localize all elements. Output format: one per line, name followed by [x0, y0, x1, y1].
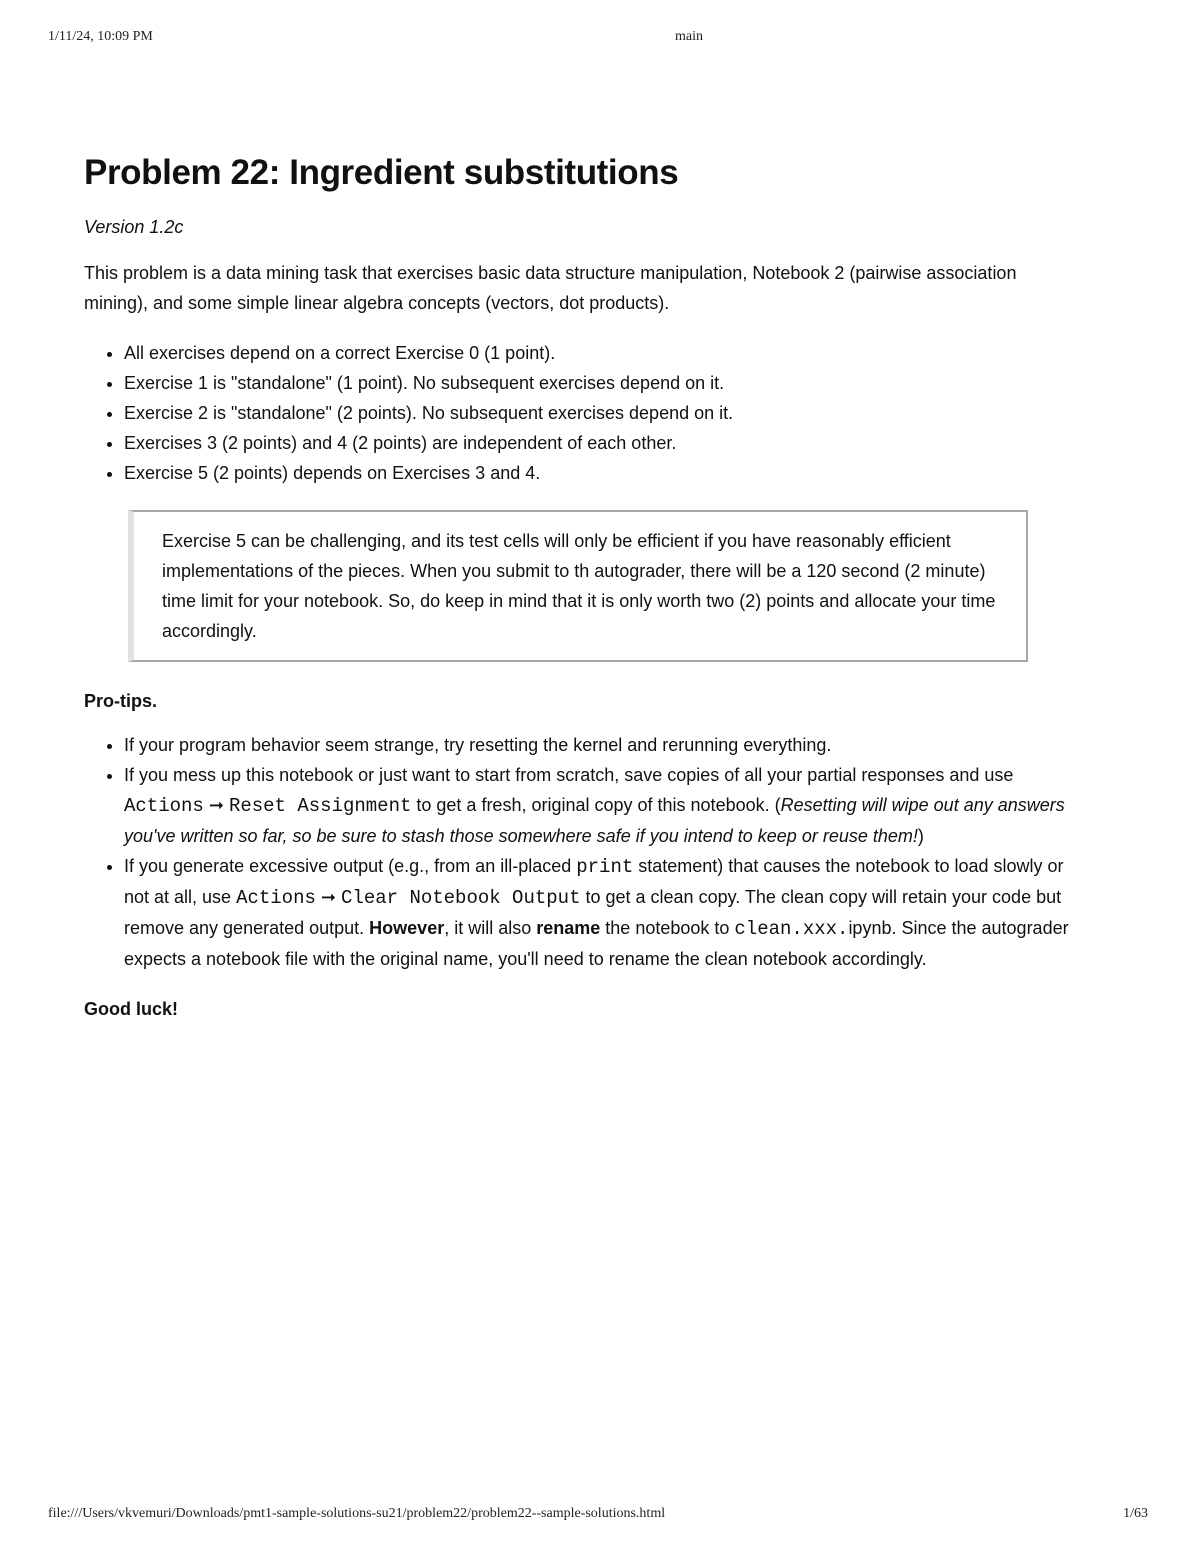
- good-luck-text: Good luck!: [84, 999, 178, 1019]
- list-item: • Exercise 2 is "standalone" (2 points). No subsequent exercises depend on it.: [124, 398, 1074, 428]
- arrow-icon: ➞: [320, 887, 337, 907]
- list-item: • All exercises depend on a correct Exercise 0 (1 point).: [124, 338, 1074, 368]
- page-number: 1/63: [1123, 1506, 1148, 1521]
- tip-item: [124, 851, 1074, 974]
- tip-text: If your program behavior seem strange, try resetting the kernel and rerunning everything.: [124, 735, 832, 755]
- exercise-dependency-list: [84, 338, 1074, 488]
- intro-paragraph: This problem is a data mining task that exercises basic data structure manipulation, Notebook 2 (pairwise association mining), and some simple linear algebra concepts (vectors, dot products).: [84, 263, 1017, 313]
- code-actions: Actions: [236, 887, 316, 909]
- code-print: print: [576, 856, 634, 878]
- print-url: file:///Users/vkvemuri/Downloads/pmt1-sample-solutions-su21/problem22/problem22--sample-solutions.html: [48, 1506, 666, 1521]
- tip-text: ipynb. Since the autograder expects a notebook file with the original name, you'll need to rename the clean notebook accordingly.: [124, 918, 1069, 969]
- bold-however: However: [369, 918, 445, 938]
- tip-text: to get a clean copy. The clean copy will retain your code but remove any generated output.: [124, 887, 1062, 938]
- tip-text: to get a fresh, original copy of this notebook. (: [411, 795, 781, 815]
- tip-text: If you mess up this notebook or just want to start from scratch, save copies of all your partial responses and use: [124, 765, 1014, 785]
- tip-text: , it will also: [444, 918, 537, 938]
- pro-tips-list: [84, 730, 1074, 974]
- tip-item: [124, 760, 1074, 851]
- code-clear-notebook-output: Clear Notebook Output: [341, 887, 581, 909]
- tip-item: [124, 730, 1074, 760]
- tip-text: the notebook to: [600, 918, 735, 938]
- list-item: • Exercise 5 (2 points) depends on Exercises 3 and 4.: [124, 458, 1074, 488]
- note-box: Exercise 5 can be challenging, and its test cells will only be efficient if you have reasonably efficient implementations of the pieces. When you submit to th autograder, there will be a 120 second (2 minute) time limit for your notebook. So, do keep in mind that it is only worth two (2) points and allocate your time accordingly.: [128, 510, 1028, 662]
- code-actions: Actions: [124, 795, 204, 817]
- print-title: main: [675, 29, 703, 44]
- print-footer: [0, 1506, 1200, 1526]
- bold-rename: rename: [536, 918, 601, 938]
- tip-text: statement) that causes the notebook to load slowly or not at all, use: [124, 856, 1064, 907]
- page-title: Problem 22: Ingredient substitutions: [84, 153, 679, 192]
- list-item: • Exercise 1 is "standalone" (1 point). No subsequent exercises depend on it.: [124, 368, 1074, 398]
- list-item: • Exercises 3 (2 points) and 4 (2 points) are independent of each other.: [124, 428, 1074, 458]
- code-clean-filename: clean.xxx.: [734, 918, 849, 940]
- code-reset-assignment: Reset Assignment: [228, 795, 412, 817]
- pro-tips-heading: Pro-tips.: [84, 691, 158, 711]
- version-label: Version 1.2c: [84, 217, 184, 237]
- tip-text: ): [917, 826, 924, 846]
- arrow-icon: ➞: [208, 795, 224, 815]
- notebook-content: [84, 150, 1074, 1024]
- print-date: 1/11/24, 10:09 PM: [48, 29, 153, 44]
- tip-text: If you generate excessive output (e.g., from an ill-placed: [124, 856, 577, 876]
- print-header: [0, 29, 1200, 49]
- tip-italic-warning: Resetting will wipe out any answers you've written so far, so be sure to stash those somewhere safe if you intend to keep or reuse them!: [124, 795, 1065, 846]
